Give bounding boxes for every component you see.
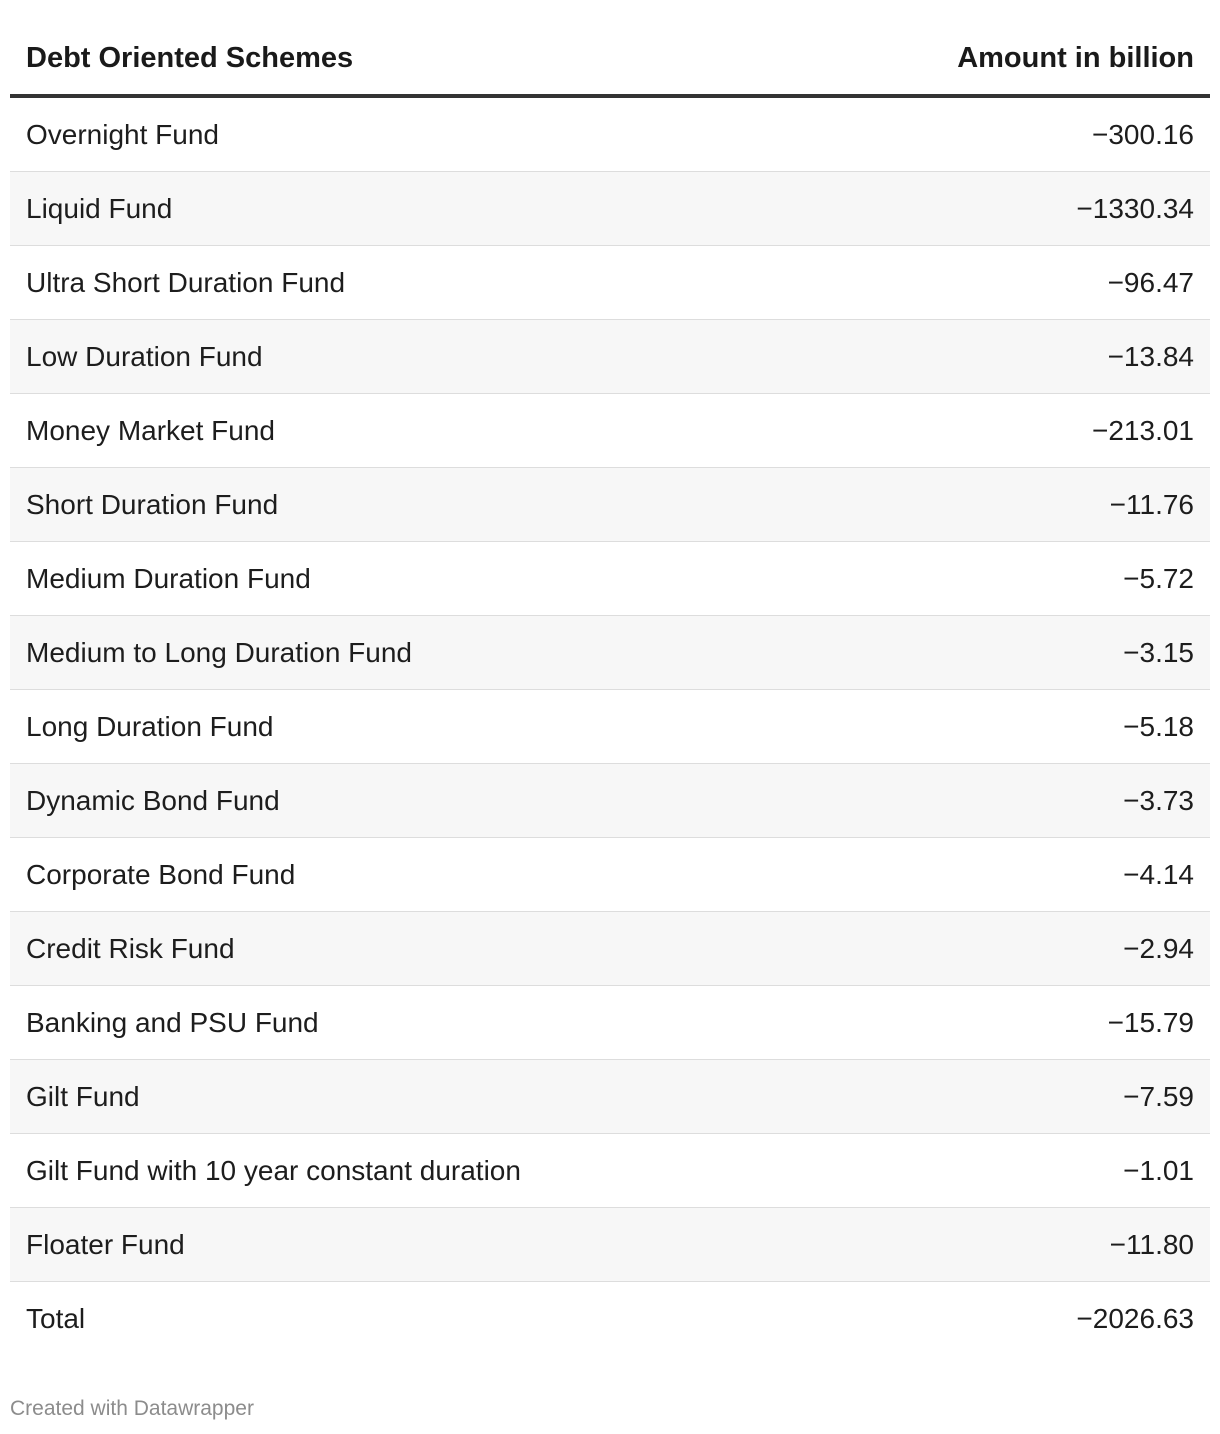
- scheme-name: Banking and PSU Fund: [26, 1006, 319, 1038]
- header-amount: Amount in billion: [957, 41, 1194, 74]
- table-row: [10, 468, 1210, 542]
- table-row: [10, 690, 1210, 764]
- scheme-amount: −213.01: [1092, 414, 1194, 446]
- table-row: [10, 1208, 1210, 1282]
- scheme-name: Overnight Fund: [26, 118, 219, 150]
- table-row: [10, 838, 1210, 912]
- scheme-name: Floater Fund: [26, 1228, 185, 1260]
- total-label: Total: [26, 1303, 86, 1334]
- scheme-amount: −1330.34: [1076, 192, 1194, 224]
- table-row: [10, 98, 1210, 172]
- footer-credit[interactable]: Created with Datawrapper: [10, 1397, 254, 1420]
- data-table: [10, 26, 1210, 1356]
- table-row: [10, 764, 1210, 838]
- scheme-amount: −7.59: [1123, 1080, 1194, 1112]
- total-amount: −2026.63: [1076, 1303, 1194, 1334]
- table-row: [10, 320, 1210, 394]
- scheme-name: Money Market Fund: [26, 414, 275, 446]
- scheme-amount: −3.15: [1123, 636, 1194, 668]
- scheme-name: Dynamic Bond Fund: [26, 784, 280, 816]
- scheme-amount: −11.76: [1109, 488, 1194, 520]
- table-row: [10, 1134, 1210, 1208]
- table-body: [10, 98, 1210, 1356]
- scheme-name: Liquid Fund: [26, 192, 173, 224]
- header-schemes: Debt Oriented Schemes: [26, 41, 354, 74]
- scheme-amount: −15.79: [1107, 1006, 1194, 1038]
- scheme-name: Gilt Fund: [26, 1080, 140, 1112]
- scheme-amount: −11.80: [1109, 1228, 1194, 1260]
- scheme-amount: −4.14: [1123, 858, 1194, 890]
- table-header: [10, 26, 1210, 98]
- scheme-name: Gilt Fund with 10 year constant duration: [26, 1154, 521, 1186]
- table-row: [10, 616, 1210, 690]
- table-row: [10, 986, 1210, 1060]
- scheme-name: Corporate Bond Fund: [26, 858, 296, 890]
- scheme-name: Medium Duration Fund: [26, 562, 311, 594]
- table-row: [10, 246, 1210, 320]
- scheme-name: Credit Risk Fund: [26, 932, 235, 964]
- scheme-name: Long Duration Fund: [26, 710, 274, 742]
- scheme-name: Short Duration Fund: [26, 488, 279, 520]
- scheme-amount: −5.72: [1123, 562, 1194, 594]
- scheme-amount: −1.01: [1123, 1154, 1194, 1186]
- table-row: [10, 172, 1210, 246]
- total-row: [10, 1282, 1210, 1356]
- scheme-amount: −300.16: [1092, 118, 1194, 150]
- scheme-name: Ultra Short Duration Fund: [26, 266, 346, 298]
- scheme-amount: −5.18: [1123, 710, 1194, 742]
- scheme-amount: −3.73: [1123, 784, 1194, 816]
- table-row: [10, 542, 1210, 616]
- scheme-name: Medium to Long Duration Fund: [26, 636, 412, 668]
- table-row: [10, 1060, 1210, 1134]
- scheme-amount: −96.47: [1107, 266, 1194, 298]
- scheme-amount: −2.94: [1123, 932, 1194, 964]
- scheme-name: Low Duration Fund: [26, 340, 263, 372]
- scheme-amount: −13.84: [1107, 340, 1194, 372]
- table-row: [10, 394, 1210, 468]
- table-row: [10, 912, 1210, 986]
